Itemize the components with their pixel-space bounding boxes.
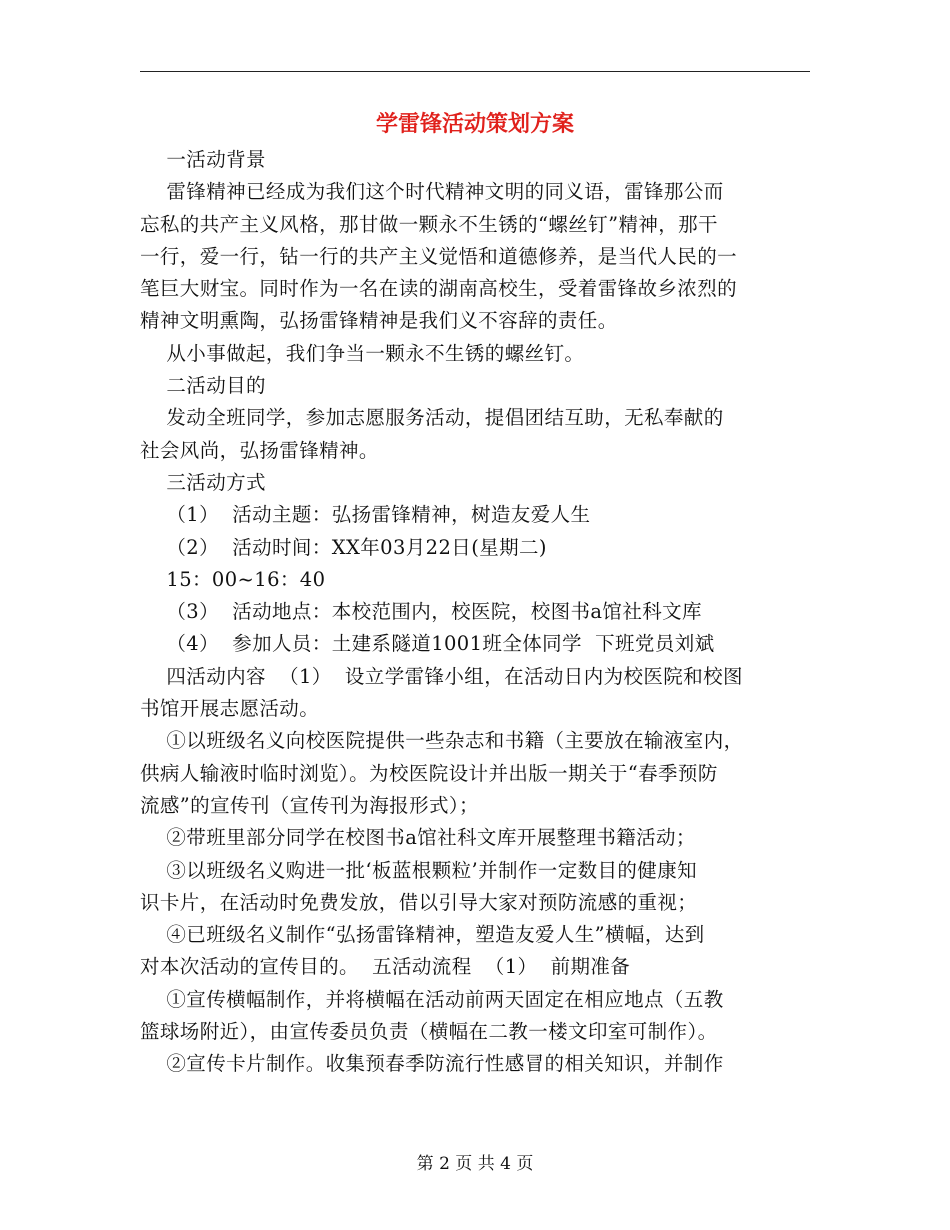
body-line: 15：00~16：40 xyxy=(140,567,326,591)
body-line: 三活动方式 xyxy=(140,470,266,494)
body-line: ②带班里部分同学在校图书a馆社科文库开展整理书籍活动； xyxy=(140,826,696,850)
body-line: 从小事做起，我们争当一颗永不生锈的螺丝钉。 xyxy=(140,341,585,365)
body-line: 识卡片，在活动时免费发放，借以引导大家对预防流感的重视； xyxy=(140,890,698,914)
body-line: ③以班级名义购进一批‘板蓝根颗粒’并制作一定数目的健康知 xyxy=(140,858,697,882)
page-footer: 第 2 页 共 4 页 xyxy=(416,1154,534,1174)
body-line: 笔巨大财宝。同时作为一名在读的湖南高校生，受着雷锋故乡浓烈的 xyxy=(140,277,738,301)
body-line: 对本次活动的宣传目的。 五活动流程 （1） 前期准备 xyxy=(140,955,631,979)
body-line: 四活动内容 （1） 设立学雷锋小组，在活动日内为校医院和校图 xyxy=(140,664,743,688)
body-line: ①宣传横幅制作，并将横幅在活动前两天固定在相应地点（五教 xyxy=(140,987,724,1011)
body-line: ④已班级名义制作“弘扬雷锋精神，塑造友爱人生”横幅，达到 xyxy=(140,923,705,947)
body-line: （4） 参加人员：土建系隧道1001班全体同学 下班党员刘斌 xyxy=(140,632,715,656)
body-line: （3） 活动地点：本校范围内，校医院，校图书a馆社科文库 xyxy=(140,600,702,624)
body-line: 供病人输液时临时浏览）。为校医院设计并出版一期关于“春季预防 xyxy=(140,761,718,785)
body-line: 社会风尚，弘扬雷锋精神。 xyxy=(140,438,379,462)
document-body xyxy=(140,144,804,1081)
document-title: 学雷锋活动策划方案 xyxy=(375,111,574,137)
body-line: 篮球场附近），由宣传委员负责（横幅在二教一楼文印室可制作）。 xyxy=(140,1020,718,1044)
body-line: 雷锋精神已经成为我们这个时代精神文明的同义语，雷锋那公而 xyxy=(140,180,724,204)
body-line: ①以班级名义向校医院提供一些杂志和书籍（主要放在输液室内， xyxy=(140,729,744,753)
body-line: ②宣传卡片制作。收集预春季防流行性感冒的相关知识，并制作 xyxy=(140,1052,724,1076)
body-line: 发动全班同学，参加志愿服务活动，提倡团结互助，无私奉献的 xyxy=(140,406,724,430)
body-line: 二活动目的 xyxy=(140,374,266,398)
body-line: （1） 活动主题：弘扬雷锋精神，树造友爱人生 xyxy=(140,503,591,527)
body-line: 一行，爱一行，钻一行的共产主义觉悟和道德修养，是当代人民的一 xyxy=(140,244,738,268)
body-line: 一活动背景 xyxy=(140,148,266,171)
header-rule xyxy=(140,71,810,72)
body-line: 流感”的宣传刊（宣传刊为海报形式）； xyxy=(140,793,479,817)
body-line: （2） 活动时间：XX年03月22日(星期二) xyxy=(140,535,547,559)
body-line: 书馆开展志愿活动。 xyxy=(140,697,320,721)
body-line: 精神文明熏陶，弘扬雷锋精神是我们义不容辞的责任。 xyxy=(140,309,618,333)
body-line: 忘私的共产主义风格，那甘做一颗永不生锈的“螺丝钉”精神，那干 xyxy=(140,212,718,236)
